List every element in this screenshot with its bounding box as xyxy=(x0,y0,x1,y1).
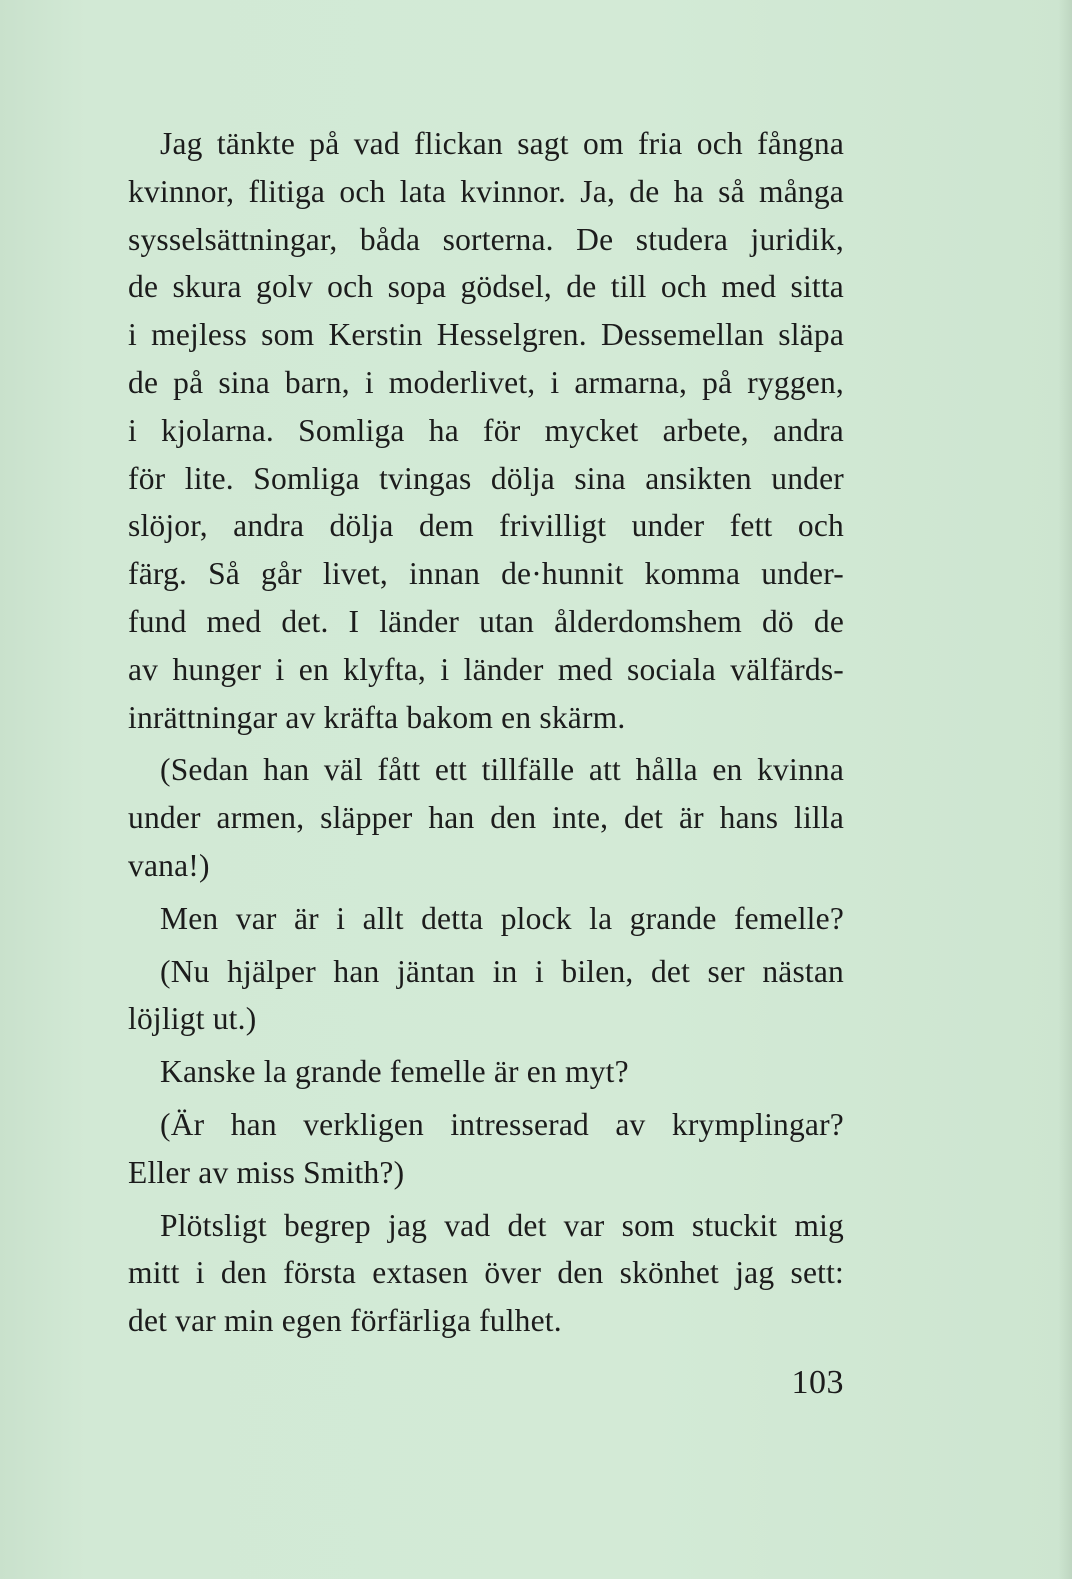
text-line: Eller av miss Smith?) xyxy=(128,1154,405,1190)
text-line: sysselsättningar, båda sorterna. De studera juridik, xyxy=(128,221,844,257)
text-line: (Nu hjälper han jäntan in i bilen, det ser nästan xyxy=(160,953,844,989)
page-edge-shadow xyxy=(1058,0,1072,1579)
text-line: kvinnor, flitiga och lata kvinnor. Ja, de ha så många xyxy=(128,173,844,209)
paragraph-6 xyxy=(128,1101,844,1197)
text-line: Jag tänkte på vad flickan sagt om fria och fångna xyxy=(160,126,844,161)
body-text xyxy=(128,120,844,1345)
paragraph-7 xyxy=(128,1202,844,1345)
paragraph-3 xyxy=(128,895,844,943)
text-line: vana!) xyxy=(128,847,210,883)
text-line: de skura golv och sopa gödsel, de till och med sitta xyxy=(128,269,844,305)
text-line: Men var är i allt detta plock la grande femelle? xyxy=(160,900,844,936)
text-line: de på sina barn, i moderlivet, i armarna, på ryggen, xyxy=(128,364,844,400)
text-line: i kjolarna. Somliga ha för mycket arbete, andra xyxy=(128,412,844,448)
text-line: färg. Så går livet, innan de·hunnit komma under- xyxy=(128,556,844,592)
text-line: inrättningar av kräfta bakom en skärm. xyxy=(128,699,626,735)
text-line: i mejless som Kerstin Hesselgren. Dessemellan släpa xyxy=(128,317,844,353)
text-line: slöjor, andra dölja dem frivilligt under fett och xyxy=(128,508,844,544)
text-line: det var min egen förfärliga fulhet. xyxy=(128,1303,562,1339)
text-line: fund med det. I länder utan ålderdomshem dö de xyxy=(128,603,844,639)
text-line: för lite. Somliga tvingas dölja sina ansikten under xyxy=(128,460,844,496)
text-line: av hunger i en klyfta, i länder med sociala välfärds- xyxy=(128,651,844,687)
paragraph-2 xyxy=(128,746,844,889)
text-line: (Sedan han väl fått ett tillfälle att hålla en kvinna xyxy=(160,752,844,788)
text-line: under armen, släpper han den inte, det är hans lilla xyxy=(128,800,844,836)
text-line: (Är han verkligen intresserad av krymplingar? xyxy=(160,1106,844,1142)
text-line: Plötsligt begrep jag vad det var som stuckit mig xyxy=(160,1207,844,1243)
text-line: Kanske la grande femelle är en myt? xyxy=(160,1054,629,1090)
paragraph-1 xyxy=(128,120,844,741)
paragraph-5 xyxy=(128,1048,844,1096)
text-line: löjligt ut.) xyxy=(128,1001,257,1037)
text-line: mitt i den första extasen över den skönhet jag sett: xyxy=(128,1255,844,1291)
page-number: 103 xyxy=(791,1364,844,1401)
paragraph-4 xyxy=(128,948,844,1044)
